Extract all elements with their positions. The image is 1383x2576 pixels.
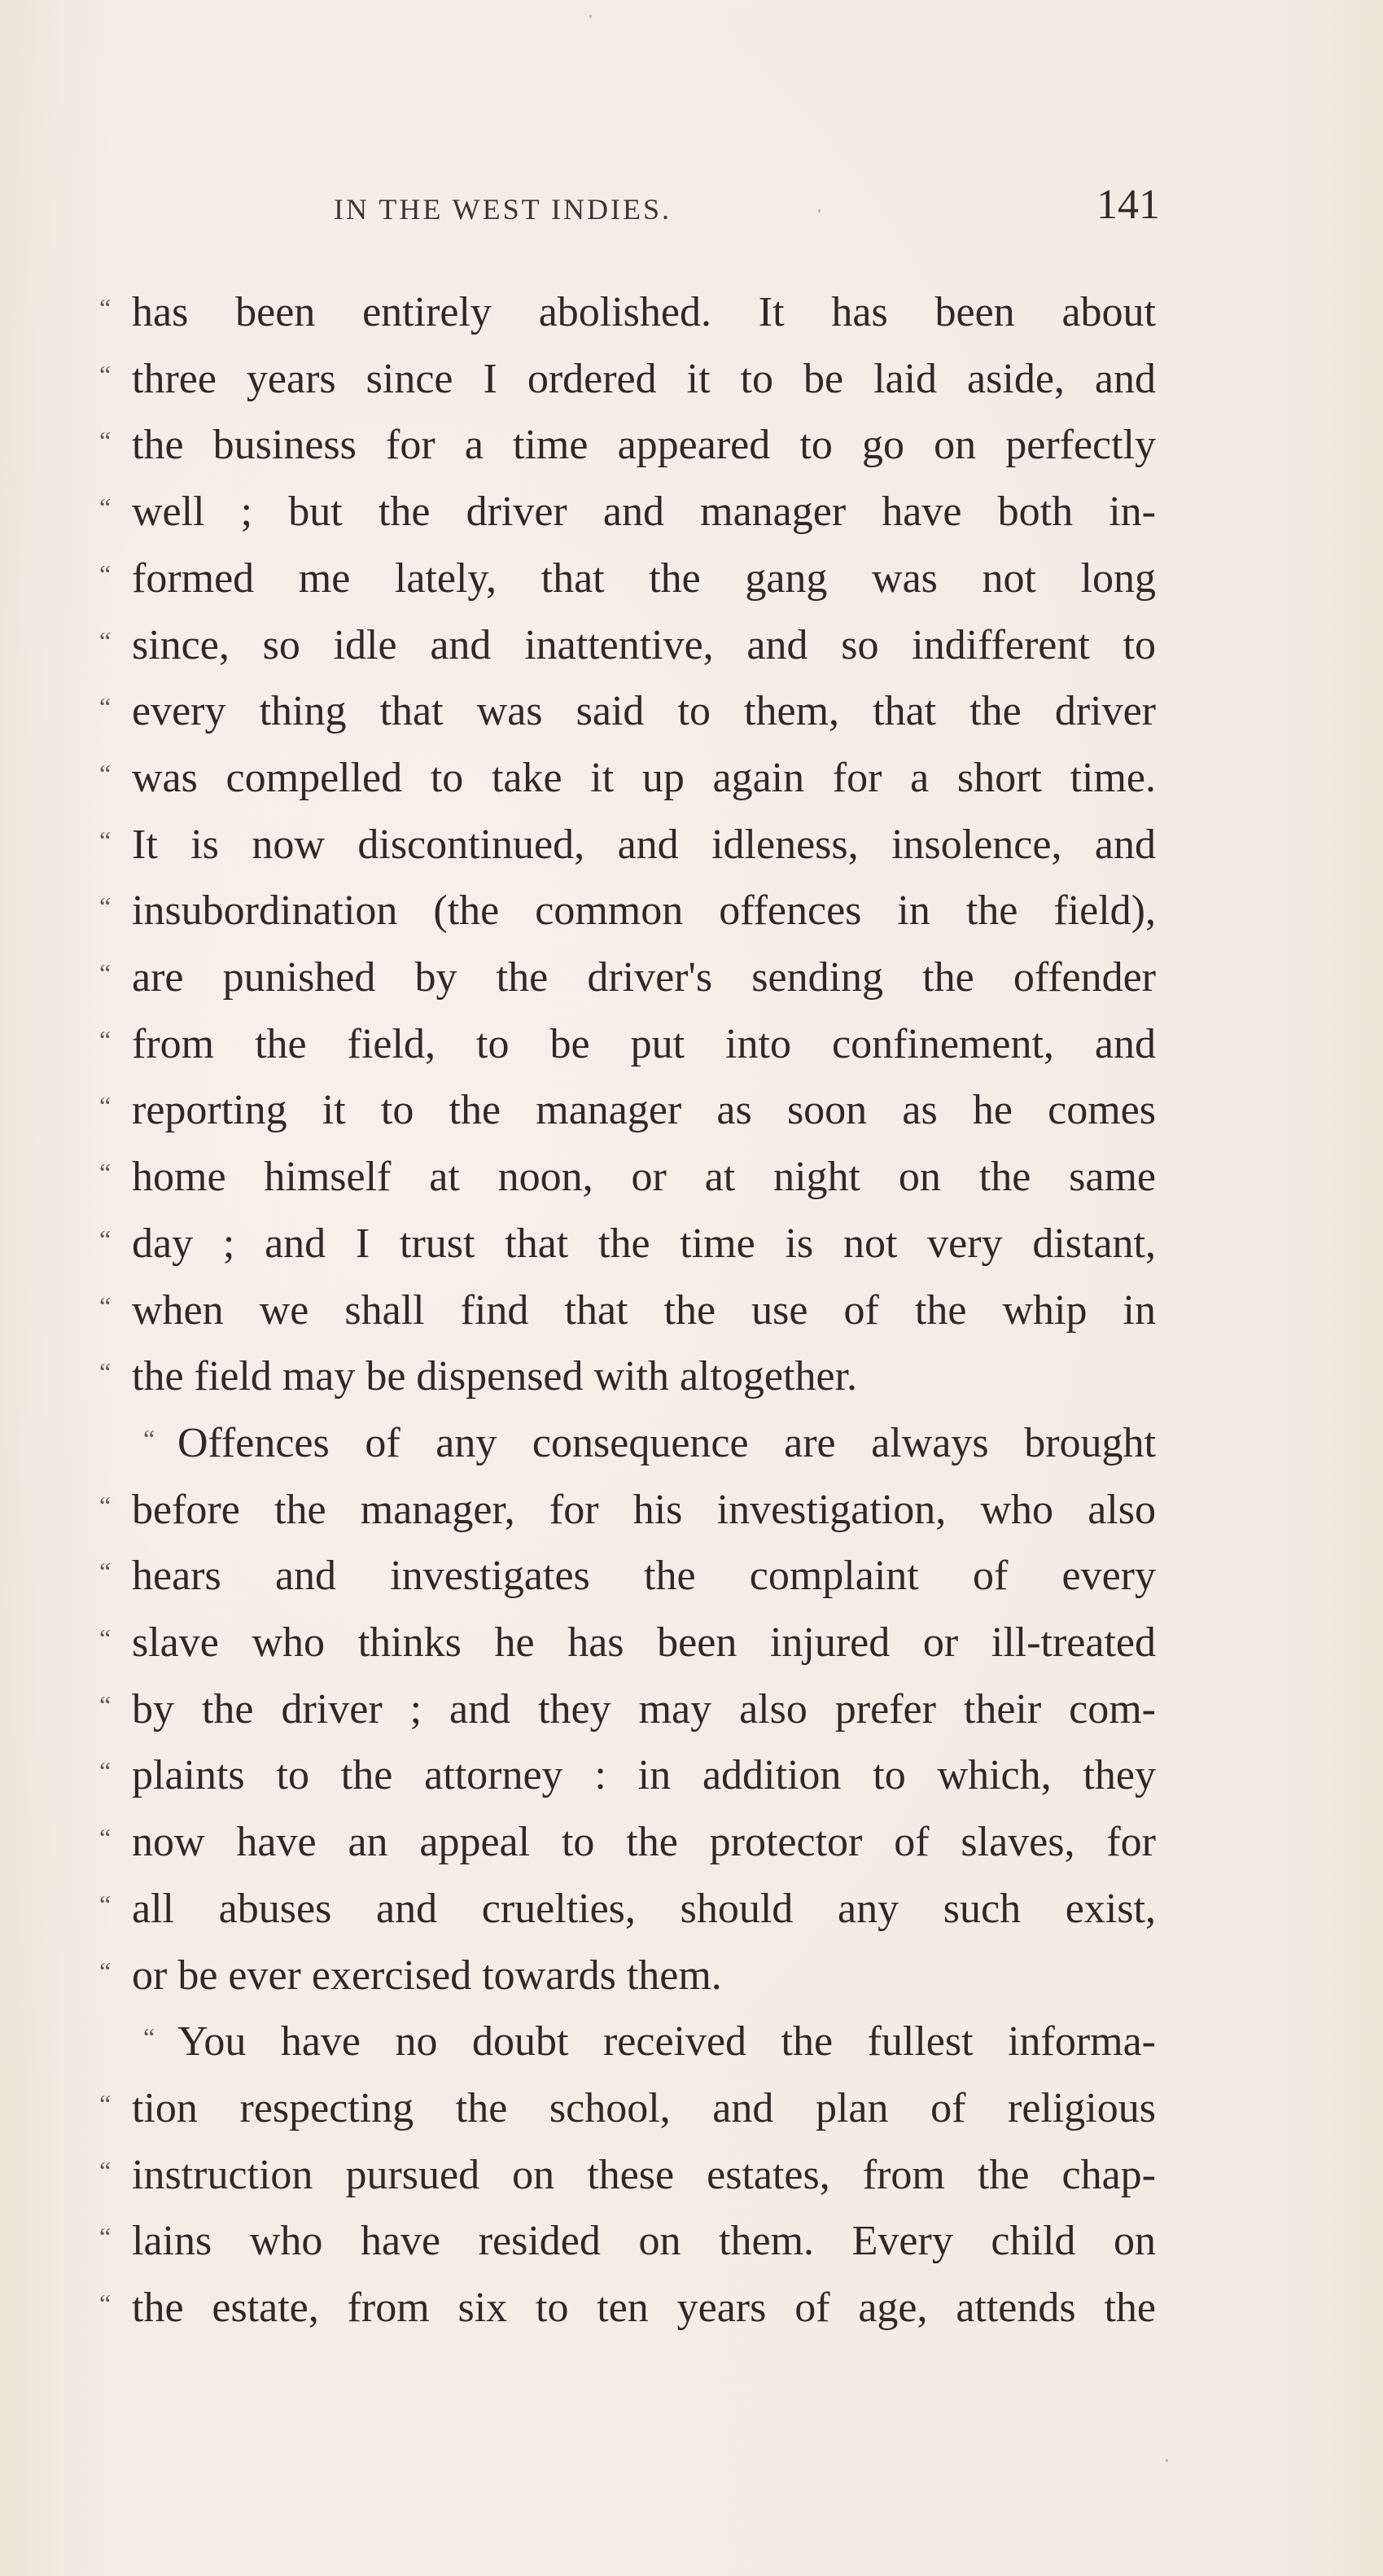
- line-text: slave who thinks he has been injured or ill-treated: [132, 1619, 1156, 1666]
- text-line: [99, 1077, 1166, 1144]
- text-line: [99, 2009, 1166, 2075]
- text-line: [99, 1809, 1166, 1876]
- quotation-mark: “: [99, 2289, 112, 2318]
- paper-speck: [818, 209, 821, 212]
- text-line: [99, 1410, 1166, 1477]
- text-line: [99, 2275, 1166, 2342]
- quotation-mark: “: [99, 758, 112, 788]
- quotation-mark: “: [99, 825, 112, 855]
- text-line: [99, 612, 1166, 679]
- quotation-mark: “: [99, 1956, 112, 1986]
- quotation-mark: “: [99, 1024, 112, 1054]
- running-head: IN THE WEST INDIES.: [334, 193, 672, 226]
- line-text: Offences of any consequence are always brought: [177, 1419, 1156, 1466]
- text-line: [99, 1144, 1166, 1211]
- paper-speck: [1166, 2459, 1168, 2462]
- quotation-mark: “: [99, 426, 112, 456]
- text-line: [99, 1343, 1166, 1410]
- quotation-mark: “: [143, 1423, 155, 1453]
- line-text: before the manager, for his investigation, who also: [132, 1486, 1156, 1533]
- line-text: instruction pursued on these estates, from the chap-: [132, 2151, 1156, 2198]
- line-text: plaints to the attorney : in addition to which, they: [132, 1752, 1156, 1799]
- text-line: [99, 678, 1166, 745]
- line-text: was compelled to take it up again for a short time.: [132, 754, 1156, 801]
- quotation-mark: “: [99, 359, 112, 389]
- line-text: has been entirely abolished. It has been about: [132, 289, 1156, 335]
- text-line: [99, 346, 1166, 413]
- paper-speck: [589, 15, 592, 18]
- quotation-mark: “: [99, 1823, 112, 1853]
- quotation-mark: “: [99, 1091, 112, 1121]
- text-line: [99, 1543, 1166, 1610]
- quotation-mark: “: [99, 1756, 112, 1786]
- line-text: from the field, to be put into confinement, and: [132, 1020, 1156, 1067]
- line-text: insubordination (the common offences in the field),: [132, 887, 1156, 935]
- quotation-mark: “: [99, 2155, 112, 2185]
- line-text: lains who have resided on them. Every child on: [132, 2218, 1156, 2265]
- line-text: every thing that was said to them, that the driver: [132, 688, 1156, 735]
- line-text: hears and investigates the complaint of every: [132, 1553, 1156, 1600]
- line-text: all abuses and cruelties, should any such exist,: [132, 1885, 1156, 1932]
- quotation-mark: “: [99, 625, 112, 655]
- text-line: [99, 479, 1166, 545]
- quotation-mark: “: [99, 1158, 112, 1188]
- quotation-mark: “: [99, 2222, 112, 2252]
- text-line: [99, 1011, 1166, 1078]
- quotation-mark: “: [99, 1623, 112, 1653]
- line-text: home himself at noon, or at night on the same: [132, 1154, 1156, 1201]
- text-line: [99, 1742, 1166, 1809]
- line-text: are punished by the driver's sending the offender: [132, 954, 1156, 1001]
- quotation-mark: “: [99, 1224, 112, 1254]
- quotation-mark: “: [99, 1889, 112, 1919]
- line-text: day ; and I trust that the time is not very distant,: [132, 1220, 1156, 1267]
- quotation-mark: “: [99, 1490, 112, 1520]
- quotation-mark: “: [143, 2022, 155, 2052]
- quotation-mark: “: [99, 1557, 112, 1587]
- line-text: or be ever exercised towards them.: [132, 1952, 722, 1999]
- text-line: [99, 1277, 1166, 1344]
- quotation-mark: “: [99, 692, 112, 722]
- text-line: [99, 745, 1166, 812]
- quotation-mark: “: [99, 559, 112, 589]
- quotation-mark: “: [99, 1357, 112, 1387]
- line-text: reporting it to the manager as soon as he comes: [132, 1087, 1156, 1134]
- text-line: [99, 1211, 1166, 1277]
- quotation-mark: “: [99, 2088, 112, 2118]
- quotation-mark: “: [99, 892, 112, 922]
- text-line: [99, 545, 1166, 612]
- quotation-mark: “: [99, 1689, 112, 1720]
- text-line: [99, 2208, 1166, 2275]
- text-line: [99, 2142, 1166, 2209]
- line-text: the business for a time appeared to go on perfectly: [132, 422, 1156, 469]
- quotation-mark: “: [99, 293, 112, 322]
- text-line: [99, 2075, 1166, 2142]
- text-line: [99, 1876, 1166, 1943]
- line-text: tion respecting the school, and plan of religious: [132, 2084, 1156, 2131]
- text-line: [99, 1477, 1166, 1544]
- page-header: [334, 181, 1160, 246]
- text-line: [99, 944, 1166, 1011]
- page-number: 141: [1096, 182, 1160, 228]
- line-text: formed me lately, that the gang was not long: [132, 554, 1156, 602]
- text-line: [99, 812, 1166, 878]
- line-text: the field may be dispensed with altogether.: [132, 1353, 857, 1400]
- line-text: You have no doubt received the fullest informa-: [177, 2018, 1156, 2066]
- line-text: by the driver ; and they may also prefer their com-: [132, 1685, 1156, 1733]
- quotation-mark: “: [99, 958, 112, 988]
- line-text: when we shall find that the use of the whip in: [132, 1286, 1156, 1334]
- line-text: now have an appeal to the protector of slaves, for: [132, 1819, 1156, 1866]
- text-line: [99, 279, 1166, 346]
- line-text: three years since I ordered it to be laid aside, and: [132, 355, 1156, 402]
- text-line: [99, 1676, 1166, 1743]
- text-line: [99, 1943, 1166, 2009]
- line-text: It is now discontinued, and idleness, insolence, and: [132, 821, 1156, 868]
- quotation-mark: “: [99, 493, 112, 523]
- line-text: since, so idle and inattentive, and so indifferent to: [132, 621, 1156, 668]
- line-text: well ; but the driver and manager have both in-: [132, 488, 1156, 536]
- text-line: [99, 412, 1166, 479]
- text-line: [99, 878, 1166, 944]
- text-line: [99, 1610, 1166, 1676]
- quotation-mark: “: [99, 1290, 112, 1321]
- line-text: the estate, from six to ten years of age, attends the: [132, 2285, 1156, 2331]
